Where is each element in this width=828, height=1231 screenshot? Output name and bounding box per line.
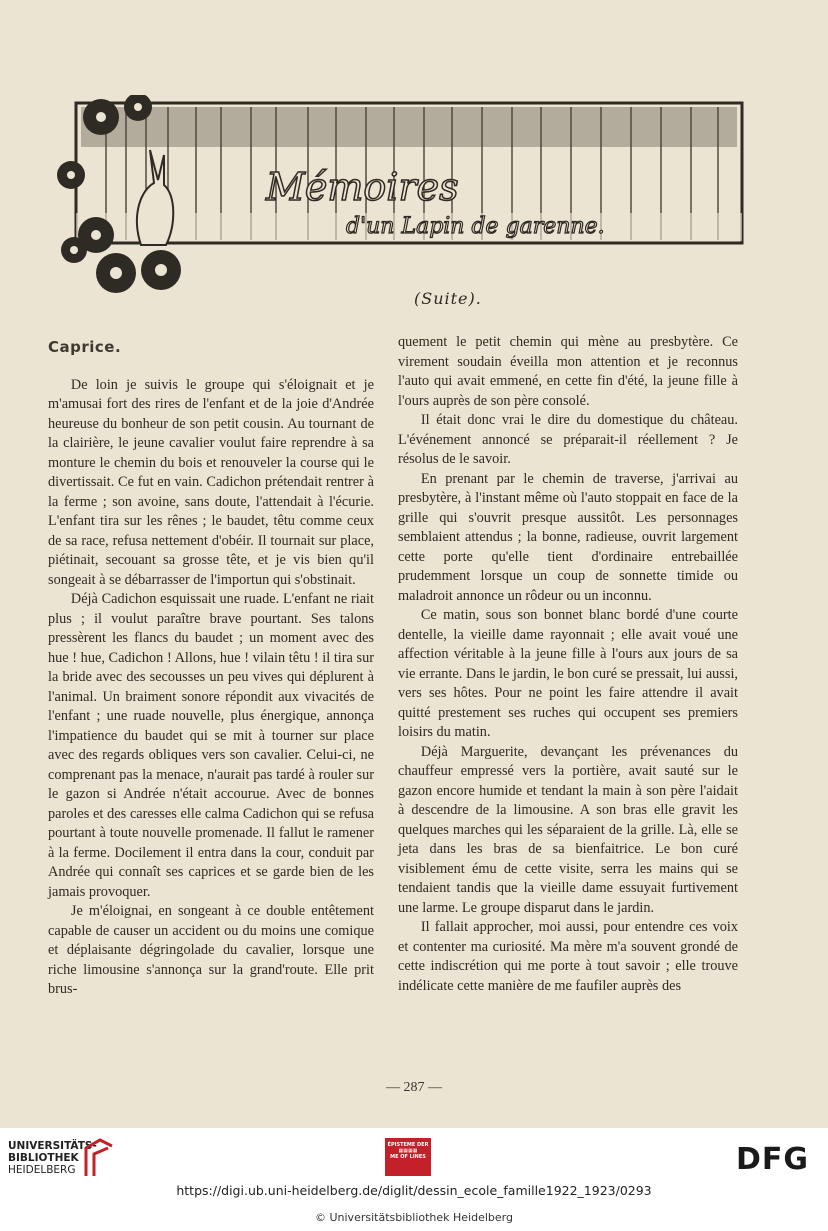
section-title: Caprice. — [48, 338, 122, 356]
copyright-notice: © Universitätsbibliothek Heidelberg — [314, 1211, 513, 1224]
paragraph: quement le petit chemin qui mène au presbytère. Ce virement soudain éveilla mon attention et je reconnus l'auto qui avait emmené, en cette fin d'été, la jeune fille à l'ours auprès de son père consolé. — [398, 334, 738, 409]
paragraph: Ce matin, sous son bonnet blanc bordé d'une courte dentelle, la vieille dame rayonnait ; elle avait voué une affection véritable à la jeune fille à l'ours aux jours de sa vie errante. Dans le jardin, le bon curé se pressait, lui aussi, vers ses hôtes. Pour ne point les faire attendre il avait quitté prestement ses ruches qui occupent ses premiers loisirs du matin. — [398, 607, 738, 740]
university-mark-icon — [82, 1136, 116, 1182]
episteme-logo[interactable]: ÉPISTEME DER ▦▦▦▦ ME OF LINES — [385, 1138, 431, 1176]
paragraph: Déjà Marguerite, devançant les prévenances du chauffeur empressé vers la portière, avait sauté sur le gazon encore humide et tendant la main à son père l'aidait à descendre de la limousine. A son bras elle gravit les quelques marches qui les séparaient de la grille. Là, elle se jeta dans les bras de sa bienfaitrice. Le bon curé visiblement ému de cette visite, serra les mains qui se tendaient tandis que la vieille dame essuyait furtivement une larme. Le groupe disparut dans le jardin. — [398, 743, 738, 916]
dfg-logo[interactable]: DFG — [736, 1142, 810, 1177]
header-subtitle: d'un Lapin de garenne. — [346, 214, 605, 239]
uni-logo-line: HEIDELBERG — [8, 1164, 76, 1176]
paragraph: Il était donc vrai le dire du domestique du château. L'événement annoncé se préparait-il réellement ? Je résolus de le savoir. — [398, 412, 738, 467]
permalink-url[interactable]: https://digi.ub.uni-heidelberg.de/diglit/dessin_ecole_famille1922_1923/0293 — [176, 1183, 652, 1198]
decorative-header-illustration — [46, 95, 746, 320]
paragraph: Déjà Cadichon esquissait une ruade. L'enfant ne riait plus ; il voulut paraître brave pourtant. Ses talons pressèrent les flancs du baudet ; un moment avec des hue ! hue, Cadichon ! Allons, hue ! vilain têtu ! il tira sur la bride avec des secousses un peu vives qui déplurent à l'animal. Un braiment sonore répondit aux vivacités de l'enfant ; une ruade nouvelle, plus énergique, annonça l'impatience du baudet qui se mit à tourner sur place avec des regards obliques vers son cavalier. Celui-ci, ne comprenant pas la menace, n'aurait pas tardé à rouler sur le gazon si Andrée n'était accourue. Avec de bonnes paroles et des caresses elle calma Cadichon qui se refusa pourtant à toute nouvelle promenade. Il fallut le ramener à la ferme. Docilement il entra dans la cour, conduit par Andrée qui connaît ses caprices et se garde bien de les jamais provoquer. — [48, 591, 374, 900]
left-text-column — [48, 334, 374, 1000]
right-text-column — [398, 333, 738, 996]
paragraph: Il fallait approcher, moi aussi, pour entendre ces voix et contenter ma curiosité. Ma mère m'a souvent grondé de cette indiscrétion qui me porte à tout savoir ; elle trouve indélicate cette manière de me faufiler auprès des — [398, 919, 738, 994]
suite-label: (Suite). — [414, 289, 482, 308]
uni-logo-line: BIBLIOTHEK — [8, 1152, 79, 1164]
header-title: Mémoires — [266, 165, 459, 209]
viewer-footer — [0, 1128, 828, 1231]
paragraph: Je m'éloignai, en songeant à ce double entêtement capable de causer un accident ou du moins une comique et déplaisante dégringolade du cavalier, lorsque une riche limousine s'annonça sur la grand'route. Elle prit brus- — [48, 903, 374, 997]
paragraph: En prenant par le chemin de traverse, j'arrivai au presbytère, à l'instant même où l'auto stoppait en face de la grille qui s'ouvrit presque aussitôt. Les personnages semblaient attendus ; la bonne, radieuse, ouvrit largement cette porte qu'elle tient d'ordinaire entrebaillée prudemment lorsque un coup de sonnette timide ou maladroit annonce un rôdeur ou un inconnu. — [398, 470, 738, 604]
uni-logo-line: UNIVERSITÄTS- — [8, 1140, 97, 1152]
page-number: — 287 — — [386, 1080, 442, 1095]
paragraph: De loin je suivis le groupe qui s'éloignait et je m'amusai fort des rires de l'enfant et de la joie d'Andrée heureuse du bonheur de son petit cousin. Au tournant de la clairière, le jeune cavalier voulut faire reprendre à sa monture le chemin du bois et renouveler la course qui le divertissait. Ce fut en vain. Cadichon prétendait rentrer à la ferme ; son avoine, sans doute, l'attendait à l'écurie. L'enfant tira sur les rênes ; le baudet, têtu comme ceux de sa race, refusa nettement d'obéir. Il tournait sur place, piétinait, secouant sa grosse tête, et je vis bien qu'il songeait à se débarrasser de l'importun qui s'obstinait. — [48, 376, 374, 588]
